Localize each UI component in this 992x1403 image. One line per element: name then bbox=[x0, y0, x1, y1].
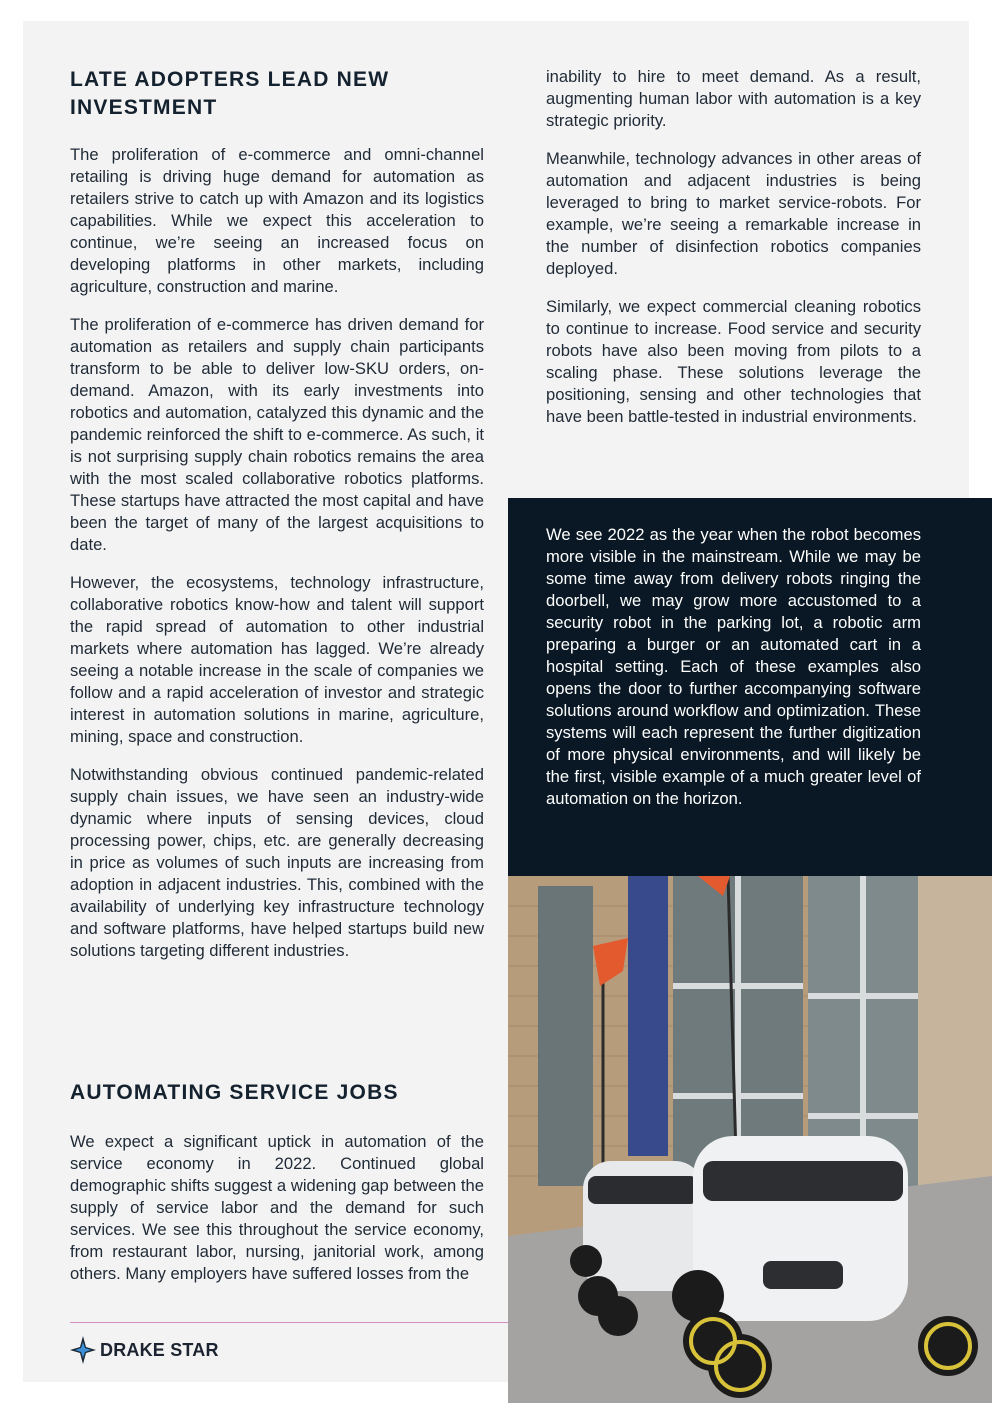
paragraph: Notwithstanding obvious continued pandemic-related supply chain issues, we have seen an industry-wide dynamic where inputs of sensing devices, cloud processing power, chips, etc. are generally decreasing in price as volumes of such inputs are increasing from adoption in adjacent industries. This, combined with the availability of underlying key infrastructure technology and software platforms, have helped startups build new solutions targeting different industries. bbox=[70, 765, 484, 960]
callout-box bbox=[508, 498, 992, 876]
paragraph: However, the ecosystems, technology infrastructure, collaborative robotics know-how and talent will support the rapid spread of automation to other industrial markets where automation has lagged. We’re already seeing a notable increase in the scale of companies we follow and a rapid acceleration of investor and strategic interest in automation solutions in marine, agriculture, mining, space and construction. bbox=[70, 573, 484, 746]
section-heading-service-jobs: AUTOMATING SERVICE JOBS bbox=[70, 1081, 399, 1104]
paragraph: The proliferation of e-commerce and omni-channel retailing is driving huge demand for automation as retailers strive to catch up with Amazon and its logistics capabilities. While we expect this acceleration to continue, we’re seeing an increased focus on developing platforms in other markets, including agriculture, construction and marine. bbox=[70, 145, 484, 296]
left-column bbox=[70, 66, 484, 978]
paragraph: The proliferation of e-commerce has driven demand for automation as retailers and supply chain participants transform to be able to deliver low-SKU orders, on-demand. Amazon, with its early investments into robotics and automation, catalyzed this dynamic and the pandemic reinforced the shift to e-commerce. As such, it is not surprising supply chain robotics remains the area with the most scaled collaborative robotics platforms. These startups have attracted the most capital and have been the target of many of the largest acquisitions to date. bbox=[70, 315, 484, 554]
section-heading-late-adopters: LATE ADOPTERS LEAD NEW INVESTMENT bbox=[70, 68, 390, 119]
paragraph: inability to hire to meet demand. As a result, augmenting human labor with automation is a key strategic priority. bbox=[546, 67, 921, 130]
paragraph: We expect a significant uptick in automation of the service economy in 2022. Continued global demographic shifts suggest a widening gap between the supply of service labor and the demand for such services. We see this throughout the service economy, from restaurant labor, nursing, janitorial work, among others. Many employers have suffered losses from the bbox=[70, 1132, 484, 1283]
right-column bbox=[546, 66, 921, 444]
logo-text: DRAKE STAR bbox=[100, 1339, 219, 1360]
delivery-robots-photo bbox=[508, 876, 992, 1403]
paragraph: Similarly, we expect commercial cleaning robotics to continue to increase. Food service and security robots have also been moving from pilots to a scaling phase. These solutions leverage the positioning, sensing and other technologies that have been battle-tested in industrial environments. bbox=[546, 297, 921, 426]
callout-text: We see 2022 as the year when the robot becomes more visible in the mainstream. While we may be some time away from delivery robots ringing the doorbell, we may grow more accustomed to a security robot in the parking lot, a robotic arm preparing a burger or an automated cart in a hospital setting. Each of these examples also opens the door to further accompanying software solutions around workflow and optimization. These systems will each represent the further digitization of more physical environments, and will likely be the first, visible example of a much greater level of automation on the horizon. bbox=[546, 525, 921, 808]
drake-star-logo bbox=[70, 1335, 219, 1365]
left-column-bottom bbox=[70, 1131, 484, 1301]
callout-text-wrap bbox=[546, 524, 921, 826]
footer-rule bbox=[70, 1322, 508, 1323]
paragraph: Meanwhile, technology advances in other areas of automation and adjacent industries is being leveraged to bring to market service-robots. For example, we’re seeing a remarkable increase in the number of disinfection robotics companies deployed. bbox=[546, 149, 921, 278]
star-icon bbox=[70, 1336, 96, 1364]
